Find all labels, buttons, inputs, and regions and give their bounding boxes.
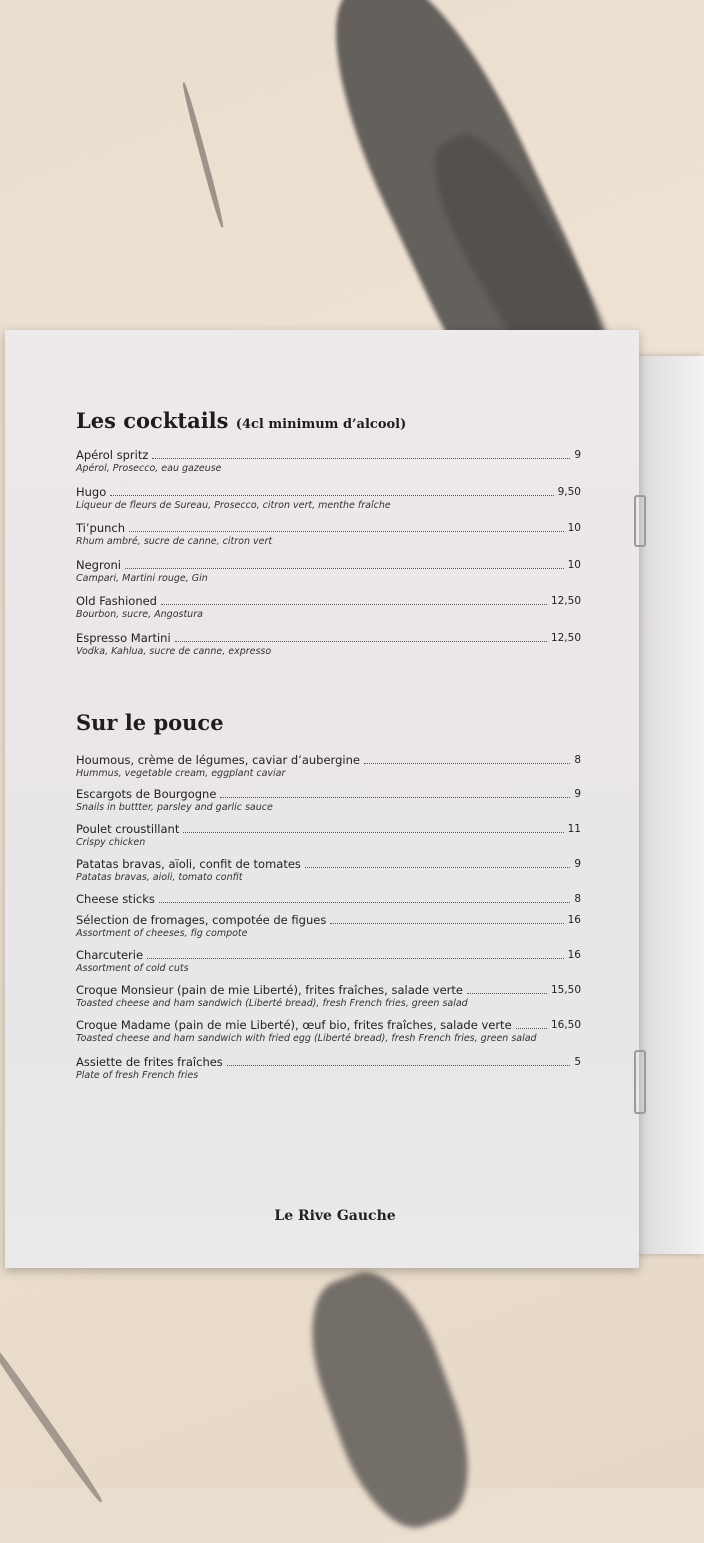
- item-price: 12,50: [550, 632, 581, 644]
- menu-item: [76, 521, 581, 548]
- leader-dots: [305, 866, 570, 868]
- cocktails-subtitle: (4cl minimum d’alcool): [235, 417, 407, 432]
- item-price: 9: [574, 449, 581, 461]
- leader-dots: [125, 567, 564, 569]
- menu-item: [76, 558, 581, 585]
- item-description: Assortment of cold cuts: [76, 963, 189, 974]
- menu-item: [76, 913, 581, 940]
- item-price: 16,50: [550, 1019, 581, 1031]
- leader-dots: [159, 901, 570, 903]
- marble-vein: [289, 1257, 491, 1542]
- item-description: Plate of fresh French fries: [76, 1070, 199, 1081]
- item-description: Bourbon, sucre, Angostura: [76, 609, 203, 620]
- leader-dots: [516, 1027, 547, 1029]
- menu-item: [76, 594, 581, 621]
- item-name: Escargots de Bourgogne: [76, 787, 217, 801]
- leader-dots: [220, 796, 570, 798]
- item-name: Apérol spritz: [76, 448, 149, 462]
- leader-dots: [183, 831, 563, 833]
- menu-item: [76, 1018, 581, 1045]
- item-description: Vodka, Kahlua, sucre de canne, expresso: [76, 646, 272, 657]
- item-price: 9: [574, 858, 581, 870]
- item-price: 8: [574, 893, 581, 905]
- menu-item: [76, 485, 581, 512]
- item-price: 5: [574, 1056, 581, 1068]
- menu-item: [76, 948, 581, 975]
- item-name: Croque Monsieur (pain de mie Liberté), frites fraîches, salade verte: [76, 983, 463, 997]
- item-name: Assiette de frites fraîches: [76, 1055, 223, 1069]
- item-description: Rhum ambré, sucre de canne, citron vert: [76, 536, 273, 547]
- leader-dots: [110, 494, 553, 496]
- item-name: Hugo: [76, 485, 107, 499]
- item-name: Espresso Martini: [76, 631, 171, 645]
- item-name: Croque Madame (pain de mie Liberté), œuf bio, frites fraîches, salade verte: [76, 1018, 512, 1032]
- item-name: Ti’punch: [76, 521, 126, 535]
- cocktails-title: [76, 408, 406, 433]
- item-description: Hummus, vegetable cream, eggplant caviar: [76, 768, 286, 779]
- item-price: 15,50: [550, 984, 581, 996]
- leader-dots: [467, 992, 547, 994]
- sur-le-pouce-title: Sur le pouce: [76, 710, 224, 735]
- menu-item: [76, 983, 581, 1010]
- leader-dots: [330, 922, 563, 924]
- menu-item: [76, 1055, 581, 1082]
- item-name: Sélection de fromages, compotée de figues: [76, 913, 327, 927]
- menu-item: [76, 448, 581, 475]
- menu-item: [76, 787, 581, 814]
- staple: [634, 495, 646, 547]
- item-price: 8: [574, 754, 581, 766]
- leader-dots: [129, 530, 564, 532]
- menu-page: [5, 330, 639, 1268]
- item-name: Cheese sticks: [76, 892, 155, 906]
- item-price: 16: [567, 914, 581, 926]
- item-name: Houmous, crème de légumes, caviar d’aubergine: [76, 753, 360, 767]
- marble-vein: [0, 1336, 105, 1504]
- item-name: Charcuterie: [76, 948, 144, 962]
- item-price: 11: [567, 823, 581, 835]
- staple: [634, 1050, 646, 1114]
- item-name: Patatas bravas, aïoli, confit de tomates: [76, 857, 301, 871]
- item-description: Snails in buttter, parsley and garlic sauce: [76, 802, 273, 813]
- marble-vein: [181, 82, 226, 228]
- menu-item: [76, 822, 581, 849]
- item-description: Campari, Martini rouge, Gin: [76, 573, 208, 584]
- item-price: 12,50: [550, 595, 581, 607]
- item-description: Toasted cheese and ham sandwich with fried egg (Liberté bread), fresh French fries, green salad: [76, 1033, 537, 1044]
- leader-dots: [364, 762, 570, 764]
- cocktails-title-text: Les cocktails: [76, 408, 229, 433]
- item-description: Crispy chicken: [76, 837, 146, 848]
- item-price: 9: [574, 788, 581, 800]
- menu-item: [76, 857, 581, 884]
- item-description: Assortment of cheeses, fig compote: [76, 928, 248, 939]
- item-price: 16: [567, 949, 581, 961]
- item-name: Old Fashioned: [76, 594, 157, 608]
- leader-dots: [175, 640, 547, 642]
- item-name: Poulet croustillant: [76, 822, 180, 836]
- item-description: Liqueur de fleurs de Sureau, Prosecco, citron vert, menthe fraîche: [76, 500, 391, 511]
- item-description: Apérol, Prosecco, eau gazeuse: [76, 463, 222, 474]
- facing-page: [636, 356, 704, 1254]
- item-price: 10: [567, 559, 581, 571]
- item-price: 9,50: [557, 486, 581, 498]
- item-price: 10: [567, 522, 581, 534]
- menu-item: [76, 753, 581, 780]
- menu-item: [76, 892, 581, 906]
- item-description: Toasted cheese and ham sandwich (Liberté bread), fresh French fries, green salad: [76, 998, 468, 1009]
- item-name: Negroni: [76, 558, 121, 572]
- restaurant-name: Le Rive Gauche: [274, 1208, 396, 1224]
- leader-dots: [161, 603, 547, 605]
- leader-dots: [227, 1064, 571, 1066]
- leader-dots: [152, 457, 570, 459]
- menu-item: [76, 631, 581, 658]
- item-description: Patatas bravas, aioli, tomato confit: [76, 872, 243, 883]
- leader-dots: [147, 957, 564, 959]
